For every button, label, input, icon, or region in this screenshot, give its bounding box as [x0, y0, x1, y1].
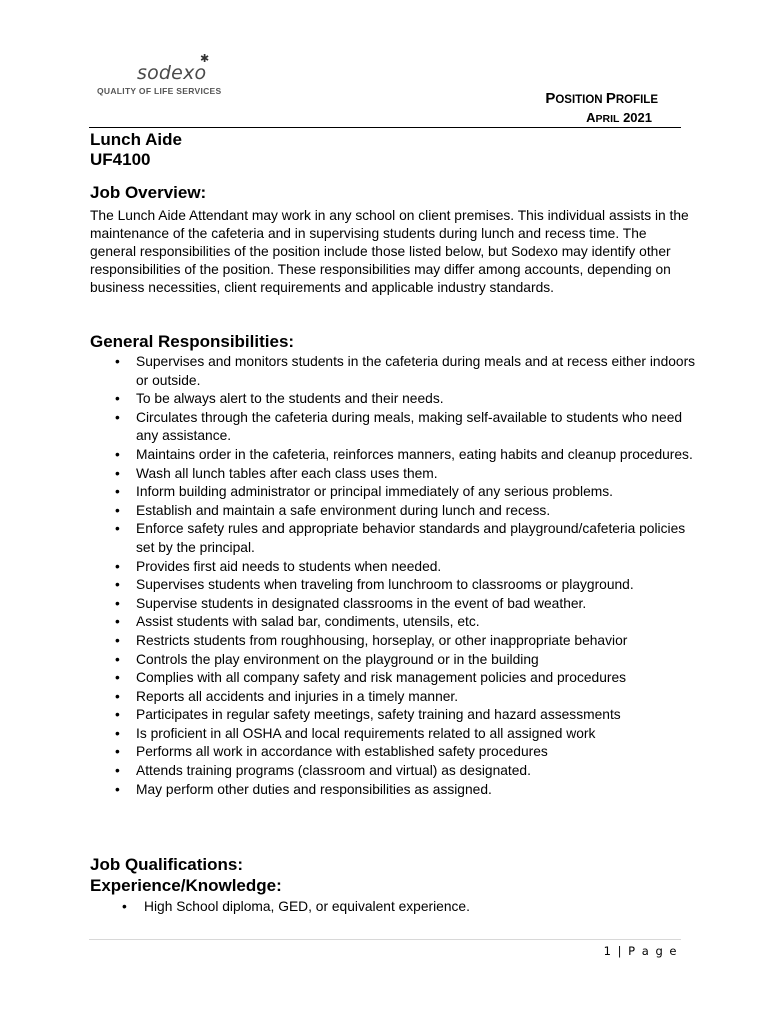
list-item: • Circulates through the cafeteria during meals, making self-available to students who need any assistance.: [90, 409, 700, 446]
list-item: • Maintains order in the cafeteria, reinforces manners, eating habits and cleanup procedures.: [90, 446, 700, 465]
header-rule: [89, 127, 681, 128]
responsibilities-heading: General Responsibilities:: [90, 332, 295, 351]
date-rest: PRIL: [595, 113, 620, 125]
list-item: • Establish and maintain a safe environment during lunch and recess.: [90, 502, 700, 521]
profile-initial-p: P: [545, 90, 556, 107]
experience-subheading: Experience/Knowledge:: [90, 876, 282, 895]
list-item: • Assist students with salad bar, condiments, utensils, etc.: [90, 613, 700, 632]
list-item: • Controls the play environment on the playground or in the building: [90, 651, 700, 670]
responsibilities-list: [90, 353, 700, 799]
list-item: • Performs all work in accordance with established safety procedures: [90, 743, 700, 762]
list-item: • Inform building administrator or principal immediately of any serious problems.: [90, 483, 700, 502]
job-code: UF4100: [90, 150, 151, 169]
star-icon: ✱: [200, 53, 210, 65]
list-item: • May perform other duties and responsibilities as assigned.: [90, 781, 700, 800]
overview-heading: Job Overview:: [90, 183, 207, 202]
list-item: • Attends training programs (classroom and virtual) as designated.: [90, 762, 700, 781]
position-profile-label: [545, 90, 658, 107]
job-title: Lunch Aide: [90, 130, 182, 149]
list-item: • Enforce safety rules and appropriate behavior standards and playground/cafeteria policies set by the principal.: [90, 520, 700, 557]
list-item: • Is proficient in all OSHA and local requirements related to all assigned work: [90, 725, 700, 744]
date-year: 2021: [619, 110, 652, 125]
footer-rule: [89, 939, 681, 940]
list-item: • Participates in regular safety meetings, safety training and hazard assessments: [90, 706, 700, 725]
qualifications-list: [90, 898, 470, 917]
list-item: • Provides first aid needs to students when needed.: [90, 558, 700, 577]
list-item: • Wash all lunch tables after each class uses them.: [90, 465, 700, 484]
list-item: • High School diploma, GED, or equivalent experience.: [90, 898, 470, 917]
logo-tagline: QUALITY OF LIFE SERVICES: [97, 86, 222, 96]
list-item: • Supervises and monitors students in the cafeteria during meals and at recess either indoors or outside.: [90, 353, 700, 390]
list-item: • To be always alert to the students and their needs.: [90, 390, 700, 409]
logo-wordmark: sodexo: [137, 62, 207, 84]
profile-rest-rofile: ROFILE: [615, 94, 658, 106]
list-item: • Reports all accidents and injuries in a timely manner.: [90, 688, 700, 707]
qualifications-heading: Job Qualifications:: [90, 855, 244, 874]
list-item: • Complies with all company safety and risk management policies and procedures: [90, 669, 700, 688]
page-number: 1 | P a g e: [603, 944, 678, 958]
profile-rest-osition: OSITION: [555, 94, 606, 106]
profile-date: [586, 110, 652, 125]
list-item: • Supervise students in designated classrooms in the event of bad weather.: [90, 595, 700, 614]
overview-text: The Lunch Aide Attendant may work in any school on client premises. This individual assists in the maintenance of the cafeteria and in supervising students during lunch and recess time. The general responsibilities of the position include those listed below, but Sodexo may identify other responsibilities of the position. These responsibilities may differ among accounts, depending on business necessities, client requirements and applicable industry standards.: [90, 208, 689, 295]
list-item: • Supervises students when traveling from lunchroom to classrooms or playground.: [90, 576, 700, 595]
profile-initial-P: P: [605, 90, 616, 107]
list-item: • Restricts students from roughhousing, horseplay, or other inappropriate behavior: [90, 632, 700, 651]
sodexo-logo: [97, 54, 227, 98]
date-initial: A: [586, 110, 596, 125]
